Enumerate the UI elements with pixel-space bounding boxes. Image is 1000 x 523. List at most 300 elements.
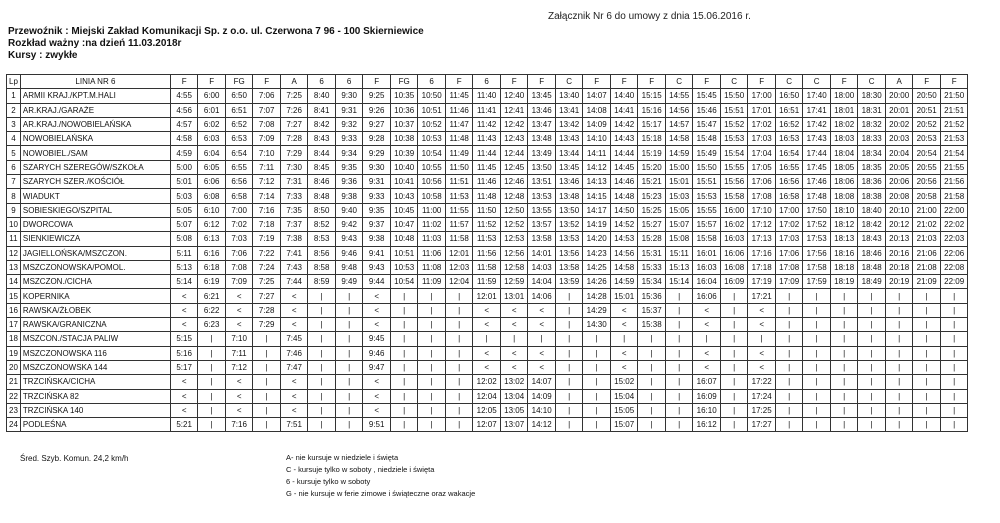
departure-time: < [528, 318, 556, 332]
departure-time: 14:23 [583, 246, 611, 260]
departure-time: | [693, 332, 721, 346]
departure-time: | [858, 332, 886, 346]
row-number: 12 [7, 246, 21, 260]
departure-time: 15:15 [638, 89, 666, 103]
departure-time: | [418, 289, 446, 303]
departure-time: 7:11 [225, 346, 253, 360]
departure-time: 15:18 [638, 132, 666, 146]
departure-time: 17:05 [748, 160, 776, 174]
departure-time: 12:45 [500, 160, 528, 174]
departure-time: 14:56 [665, 103, 693, 117]
departure-time: | [610, 332, 638, 346]
departure-time: | [665, 418, 693, 432]
departure-time: 17:27 [748, 418, 776, 432]
departure-time: | [775, 418, 803, 432]
row-number: 18 [7, 332, 21, 346]
departure-time: | [830, 360, 858, 374]
departure-time: | [858, 418, 886, 432]
departure-time: 16:53 [775, 132, 803, 146]
departure-time: | [775, 389, 803, 403]
departure-time: 18:12 [830, 217, 858, 231]
departure-time: 14:06 [528, 289, 556, 303]
departure-time: 14:13 [583, 175, 611, 189]
departure-time: | [308, 360, 336, 374]
departure-time: 20:02 [885, 117, 913, 131]
row-number: 2 [7, 103, 21, 117]
departure-time: 17:59 [803, 275, 831, 289]
course-code-header: F [748, 75, 776, 89]
departure-time: 18:34 [858, 146, 886, 160]
departure-time: < [170, 303, 198, 317]
departure-time: 17:13 [748, 232, 776, 246]
departure-time: 21:02 [913, 217, 941, 231]
departure-time: | [913, 318, 941, 332]
departure-time: | [390, 346, 418, 360]
departure-time: | [583, 418, 611, 432]
departure-time: 20:08 [885, 189, 913, 203]
departure-time: 11:08 [418, 260, 446, 274]
departure-time: 9:35 [363, 203, 391, 217]
stop-name: SIENKIEWICZA [20, 232, 170, 246]
departure-time: 4:55 [170, 89, 198, 103]
stop-name: MSZCON./STACJA PALIW [20, 332, 170, 346]
departure-time: 11:42 [473, 117, 501, 131]
departure-time: 13:52 [555, 217, 583, 231]
departure-time: 14:50 [610, 203, 638, 217]
row-number: 22 [7, 389, 21, 403]
departure-time: 11:53 [445, 189, 473, 203]
departure-time: 10:58 [418, 189, 446, 203]
departure-time: 18:32 [858, 117, 886, 131]
departure-time: 15:05 [665, 203, 693, 217]
departure-time: 9:27 [363, 117, 391, 131]
departure-time: | [830, 418, 858, 432]
departure-time: 10:36 [390, 103, 418, 117]
row-number: 13 [7, 260, 21, 274]
departure-time: | [253, 418, 281, 432]
table-row [7, 418, 968, 432]
departure-time: < [693, 303, 721, 317]
departure-time: 13:53 [528, 189, 556, 203]
departure-time: | [390, 318, 418, 332]
departure-time: 7:14 [253, 189, 281, 203]
table-row [7, 275, 968, 289]
departure-time: 13:51 [528, 175, 556, 189]
departure-time: 5:01 [170, 175, 198, 189]
departure-time: 6:54 [225, 146, 253, 160]
departure-time: 17:08 [748, 189, 776, 203]
departure-time: 21:03 [913, 232, 941, 246]
departure-time: | [885, 332, 913, 346]
departure-time: 16:51 [775, 103, 803, 117]
row-number: 6 [7, 160, 21, 174]
table-row [7, 175, 968, 189]
timetable [6, 74, 968, 432]
departure-time: 11:47 [445, 117, 473, 131]
departure-time: 12:52 [500, 217, 528, 231]
departure-time: 7:29 [253, 318, 281, 332]
departure-time: 7:41 [280, 246, 308, 260]
departure-time: | [198, 346, 226, 360]
departure-time: 15:13 [665, 260, 693, 274]
table-row [7, 160, 968, 174]
departure-time: 17:52 [803, 217, 831, 231]
departure-time: | [445, 289, 473, 303]
departure-time: 15:58 [693, 232, 721, 246]
departure-time: 12:40 [500, 89, 528, 103]
stop-name: TRZCIŃSKA 82 [20, 389, 170, 403]
departure-time: 18:00 [830, 89, 858, 103]
departure-time: 14:17 [583, 203, 611, 217]
departure-time: 16:03 [693, 260, 721, 274]
departure-time: 16:01 [693, 246, 721, 260]
departure-time: 18:02 [830, 117, 858, 131]
departure-time: | [940, 389, 968, 403]
row-number: 7 [7, 175, 21, 189]
departure-time: | [335, 375, 363, 389]
departure-time: 9:44 [363, 275, 391, 289]
table-row [7, 318, 968, 332]
departure-time: | [803, 360, 831, 374]
departure-time: | [858, 303, 886, 317]
departure-time: | [198, 389, 226, 403]
departure-time: 5:17 [170, 360, 198, 374]
departure-time: 13:02 [500, 375, 528, 389]
departure-time: 7:30 [280, 160, 308, 174]
departure-time: 17:06 [748, 175, 776, 189]
departure-time: | [335, 360, 363, 374]
departure-time: 20:04 [885, 146, 913, 160]
departure-time: 18:06 [830, 175, 858, 189]
departure-time: 15:53 [720, 132, 748, 146]
departure-time: 16:12 [693, 418, 721, 432]
departure-time: | [830, 375, 858, 389]
departure-time: 7:37 [280, 217, 308, 231]
departure-time: | [638, 403, 666, 417]
departure-time: 8:40 [308, 89, 336, 103]
departure-time: | [555, 403, 583, 417]
departure-time: 15:49 [693, 146, 721, 160]
departure-time: | [913, 346, 941, 360]
departure-time: 20:19 [885, 275, 913, 289]
departure-time: | [803, 403, 831, 417]
departure-time: 6:03 [198, 132, 226, 146]
departure-time: < [225, 389, 253, 403]
departure-time: 13:46 [555, 175, 583, 189]
departure-time: 8:58 [308, 260, 336, 274]
stop-name: SZARYCH SZEREGÓW/SZKOŁA [20, 160, 170, 174]
departure-time: | [720, 303, 748, 317]
departure-time: | [913, 403, 941, 417]
departure-time: 7:12 [225, 360, 253, 374]
departure-time: 9:36 [335, 175, 363, 189]
departure-time: 15:56 [720, 175, 748, 189]
table-row [7, 217, 968, 231]
departure-time: | [665, 375, 693, 389]
departure-time: 12:53 [500, 232, 528, 246]
departure-time: 13:49 [528, 146, 556, 160]
departure-time: < [748, 360, 776, 374]
departure-time: 20:53 [913, 132, 941, 146]
departure-time: | [418, 389, 446, 403]
departure-time: 10:54 [390, 275, 418, 289]
departure-time: 6:08 [198, 189, 226, 203]
departure-time: | [335, 332, 363, 346]
departure-time: 9:46 [335, 246, 363, 260]
departure-time: | [720, 389, 748, 403]
departure-time: 7:07 [253, 103, 281, 117]
departure-time: | [445, 389, 473, 403]
departure-time: | [638, 346, 666, 360]
table-row [7, 132, 968, 146]
departure-time: | [335, 318, 363, 332]
departure-time: < [693, 318, 721, 332]
row-number: 17 [7, 318, 21, 332]
departure-time: | [775, 375, 803, 389]
departure-time: 7:16 [253, 203, 281, 217]
departure-time: 6:23 [198, 318, 226, 332]
departure-time: | [555, 332, 583, 346]
departure-time: 14:30 [583, 318, 611, 332]
departure-time: 6:02 [198, 117, 226, 131]
departure-time: | [445, 318, 473, 332]
departure-time: 7:26 [280, 103, 308, 117]
departure-time: 14:25 [583, 260, 611, 274]
departure-time: 18:08 [830, 189, 858, 203]
departure-time: 14:09 [583, 117, 611, 131]
departure-time: | [335, 289, 363, 303]
departure-time: | [940, 375, 968, 389]
departure-time: 14:28 [583, 289, 611, 303]
departure-time: < [280, 303, 308, 317]
table-row [7, 246, 968, 260]
departure-time: 9:33 [363, 189, 391, 203]
departure-time: 7:24 [253, 260, 281, 274]
departure-time: | [858, 289, 886, 303]
departure-time: < [363, 403, 391, 417]
departure-time: < [528, 346, 556, 360]
departure-time: | [253, 375, 281, 389]
course-code-header: C [720, 75, 748, 89]
table-row [7, 389, 968, 403]
departure-time: 20:55 [913, 160, 941, 174]
legend-item-6: 6 - kursuje tylko w soboty [286, 477, 371, 486]
departure-time: 12:03 [445, 260, 473, 274]
departure-time: | [555, 389, 583, 403]
departure-time: 5:03 [170, 189, 198, 203]
departure-time: 21:56 [940, 175, 968, 189]
departure-time: 14:08 [583, 103, 611, 117]
row-number: 10 [7, 217, 21, 231]
row-number: 20 [7, 360, 21, 374]
departure-time: 18:38 [858, 189, 886, 203]
departure-time: 15:46 [693, 103, 721, 117]
departure-time: 4:59 [170, 146, 198, 160]
departure-time: 5:05 [170, 203, 198, 217]
departure-time: 6:10 [198, 203, 226, 217]
departure-time: 6:16 [198, 246, 226, 260]
departure-time: 13:50 [528, 160, 556, 174]
departure-time: | [858, 403, 886, 417]
departure-time: 15:07 [610, 418, 638, 432]
departure-time: 21:09 [913, 275, 941, 289]
departure-time: 7:09 [253, 132, 281, 146]
departure-time: 15:25 [638, 203, 666, 217]
departure-time: 8:48 [308, 189, 336, 203]
departure-time: 14:48 [610, 189, 638, 203]
departure-time: 7:35 [280, 203, 308, 217]
departure-time: | [940, 360, 968, 374]
course-code-header: 6 [418, 75, 446, 89]
departure-time: 18:43 [858, 232, 886, 246]
departure-time: | [335, 418, 363, 432]
validity-line: Rozkład ważny :na dzień 11.03.2018r [8, 38, 182, 49]
row-number: 14 [7, 275, 21, 289]
departure-time: 10:52 [418, 117, 446, 131]
departure-time: 11:58 [445, 232, 473, 246]
departure-time: 11:51 [445, 175, 473, 189]
departure-time: 20:50 [913, 89, 941, 103]
departure-time: | [720, 418, 748, 432]
departure-time: 13:48 [528, 132, 556, 146]
departure-time: < [363, 289, 391, 303]
departure-time: 10:54 [418, 146, 446, 160]
departure-time: | [913, 375, 941, 389]
departure-time: 16:07 [693, 375, 721, 389]
table-row [7, 103, 968, 117]
departure-time: 20:10 [885, 203, 913, 217]
departure-time: | [858, 389, 886, 403]
departure-time: 17:48 [803, 189, 831, 203]
departure-time: 10:35 [390, 89, 418, 103]
departure-time: 13:40 [555, 89, 583, 103]
departure-time: 14:59 [610, 275, 638, 289]
departure-time: 15:37 [638, 303, 666, 317]
departure-time: 20:03 [885, 132, 913, 146]
course-code-header: 6 [473, 75, 501, 89]
departure-time: 12:41 [500, 103, 528, 117]
departure-time: 6:52 [225, 117, 253, 131]
stop-name: NOWOBIEL./SAM [20, 146, 170, 160]
departure-time: 22:02 [940, 217, 968, 231]
departure-time: 14:41 [610, 103, 638, 117]
departure-time: < [225, 289, 253, 303]
departure-time: | [198, 360, 226, 374]
departure-time: | [830, 403, 858, 417]
departure-time: 7:03 [225, 232, 253, 246]
departure-time: 11:09 [418, 275, 446, 289]
departure-time: 16:56 [775, 175, 803, 189]
departure-time: | [638, 389, 666, 403]
departure-time: | [940, 303, 968, 317]
departure-time: < [170, 389, 198, 403]
departure-time: 11:46 [445, 103, 473, 117]
departure-time: 15:33 [638, 260, 666, 274]
departure-time: 17:08 [775, 260, 803, 274]
average-speed-note: Śred. Szyb. Komun. 24,2 km/h [20, 454, 129, 463]
departure-time: | [803, 418, 831, 432]
course-code-header: F [638, 75, 666, 89]
departure-time: | [913, 289, 941, 303]
table-row [7, 332, 968, 346]
departure-time: 9:31 [363, 175, 391, 189]
departure-time: 14:20 [583, 232, 611, 246]
departure-time: < [748, 318, 776, 332]
departure-time: | [665, 332, 693, 346]
departure-time: 8:43 [308, 132, 336, 146]
departure-time: 15:55 [720, 160, 748, 174]
departure-time: 17:43 [803, 132, 831, 146]
course-code-header: F [253, 75, 281, 89]
departure-time: 16:52 [775, 117, 803, 131]
departure-time: 17:04 [748, 146, 776, 160]
departure-time: 11:41 [473, 103, 501, 117]
departure-time: 11:58 [473, 260, 501, 274]
departure-time: 18:16 [830, 246, 858, 260]
departure-time: 9:51 [363, 418, 391, 432]
departure-time: < [693, 346, 721, 360]
departure-time: 5:08 [170, 232, 198, 246]
departure-time: 18:13 [830, 232, 858, 246]
departure-time: 17:02 [775, 217, 803, 231]
departure-time: | [775, 289, 803, 303]
departure-time: 10:38 [390, 132, 418, 146]
departure-time: | [308, 375, 336, 389]
departure-time: | [335, 346, 363, 360]
departure-time: 21:06 [913, 246, 941, 260]
departure-time: | [638, 332, 666, 346]
departure-time: | [583, 360, 611, 374]
departure-time: 20:58 [913, 189, 941, 203]
departure-time: | [830, 346, 858, 360]
departure-time: 17:45 [803, 160, 831, 174]
departure-time: | [940, 332, 968, 346]
departure-time: 13:45 [528, 89, 556, 103]
departure-time: | [253, 403, 281, 417]
course-code-header: FG [225, 75, 253, 89]
departure-time: 17:12 [748, 217, 776, 231]
course-code-header: 6 [335, 75, 363, 89]
departure-time: | [803, 289, 831, 303]
attachment-note: Załącznik Nr 6 do umowy z dnia 15.06.2016 r. [548, 11, 751, 22]
departure-time: | [555, 346, 583, 360]
departure-time: 9:48 [335, 260, 363, 274]
departure-time: | [885, 389, 913, 403]
departure-time: | [913, 360, 941, 374]
departure-time: 10:43 [390, 189, 418, 203]
departure-time: | [748, 332, 776, 346]
departure-time: 9:31 [335, 103, 363, 117]
departure-time: 6:55 [225, 160, 253, 174]
departure-time: | [665, 389, 693, 403]
legend-item-g: G - nie kursuje w ferie zimowe i świąteczne oraz wakacje [286, 489, 476, 498]
departure-time: < [748, 303, 776, 317]
departure-time: 13:57 [528, 217, 556, 231]
departure-time: 8:41 [308, 103, 336, 117]
departure-time: | [335, 303, 363, 317]
departure-time: 11:45 [473, 160, 501, 174]
departure-time: 16:02 [720, 217, 748, 231]
departure-time: 13:45 [555, 160, 583, 174]
departure-time: | [418, 303, 446, 317]
departure-time: 10:51 [390, 246, 418, 260]
departure-time: 15:48 [693, 132, 721, 146]
stop-name: KOPERNIKA [20, 289, 170, 303]
departure-time: | [500, 332, 528, 346]
departure-time: 9:30 [335, 89, 363, 103]
departure-time: 20:06 [885, 175, 913, 189]
departure-time: < [500, 303, 528, 317]
